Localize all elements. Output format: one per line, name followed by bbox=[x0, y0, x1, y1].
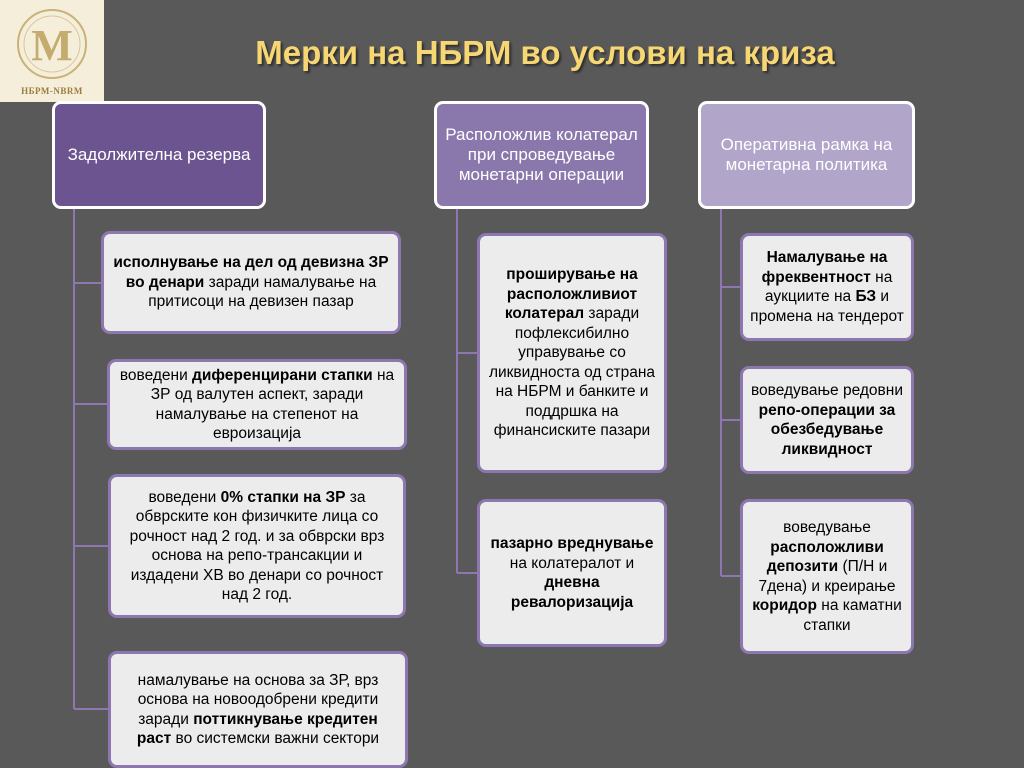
measure-text-run: и промена на тендерот bbox=[750, 288, 904, 325]
measure-text-run: на колатералот и bbox=[509, 554, 635, 572]
measure-box bbox=[477, 233, 667, 473]
slide-title: Мерки на НБРМ во услови на криза bbox=[255, 34, 835, 71]
measure-text-bold: дневна ревалоризација bbox=[510, 574, 634, 611]
header-mandatory-reserve: Задолжителна резерва bbox=[52, 101, 266, 209]
measure-box bbox=[107, 359, 407, 450]
measure-text-bold: проширување на расположливиот колатерал bbox=[504, 266, 638, 323]
measure-box bbox=[740, 233, 914, 341]
measure-text-run: заради намалување на притисоци на девизен пазар bbox=[148, 273, 377, 311]
measure-text-run: намалување на основа за ЗР, врз основа на новоодобрени кредити заради bbox=[137, 671, 379, 728]
measure-text-run: на каматни стапки bbox=[803, 597, 902, 634]
measure-text-run: (П/Н и 7дена) и креирање bbox=[758, 558, 896, 595]
measure-text bbox=[118, 366, 396, 444]
measure-text-bold: поттикнување кредитен раст bbox=[136, 710, 378, 747]
measure-text-run: воведени bbox=[148, 488, 221, 506]
header-available-collateral: Расположлив колатерал при спроведување монетарни операции bbox=[434, 101, 649, 209]
measure-text-run: за обврските кон физичките лица со рочност над 2 год. и за обврски врз основа на репо-трансакции и издадени ХВ во денари со рочност над 2 год. bbox=[129, 488, 385, 603]
svg-text:M: M bbox=[31, 21, 73, 70]
measure-text-bold: коридор bbox=[752, 597, 817, 614]
measure-text bbox=[749, 381, 905, 459]
header-operational-framework: Оперативна рамка на монетарна политика bbox=[698, 101, 915, 209]
logo-caption: НБРМ-NBRM bbox=[21, 86, 83, 96]
measure-text bbox=[119, 671, 397, 749]
measure-box bbox=[477, 499, 667, 647]
measure-text bbox=[749, 248, 905, 326]
measure-text-run: воведени bbox=[119, 366, 193, 384]
measure-text-run: на аукциите на bbox=[764, 268, 893, 305]
measure-text bbox=[749, 518, 905, 635]
measure-box bbox=[740, 499, 914, 654]
measure-text-bold: Намалување на фреквентност bbox=[761, 249, 888, 286]
measure-text-bold: исполнување на дел од девизна ЗР во денари bbox=[113, 254, 389, 291]
measure-box bbox=[108, 474, 406, 618]
measure-box bbox=[740, 366, 914, 474]
measure-text-bold: БЗ bbox=[855, 288, 877, 305]
measure-box bbox=[101, 231, 401, 334]
measure-text-bold: диференцирани стапки bbox=[192, 366, 373, 384]
measure-text bbox=[119, 488, 395, 605]
measure-text-run: во системски важни сектори bbox=[171, 730, 380, 747]
measure-text bbox=[112, 253, 390, 312]
measure-box bbox=[108, 651, 408, 768]
measure-text-run: заради пофлексибилно управување со ликвидноста од страна на НБРМ и банките и поддршка на финансиските пазари bbox=[488, 305, 656, 440]
measure-text-bold: репо-операции за обезбедување ликвидност bbox=[758, 401, 896, 458]
measure-text bbox=[486, 534, 658, 612]
measure-text-bold: пазарно вреднување bbox=[490, 535, 654, 552]
measure-text-run: воведување редовни bbox=[750, 382, 904, 399]
measure-text-bold: расположливи депозити bbox=[766, 538, 884, 575]
measure-text-run: на ЗР од валутен аспект, заради намалување на степенот на евроизација bbox=[150, 366, 395, 442]
measure-text-run: воведување bbox=[783, 519, 871, 536]
measure-text-bold: 0% стапки на ЗР bbox=[220, 488, 346, 506]
measure-text bbox=[486, 265, 658, 441]
